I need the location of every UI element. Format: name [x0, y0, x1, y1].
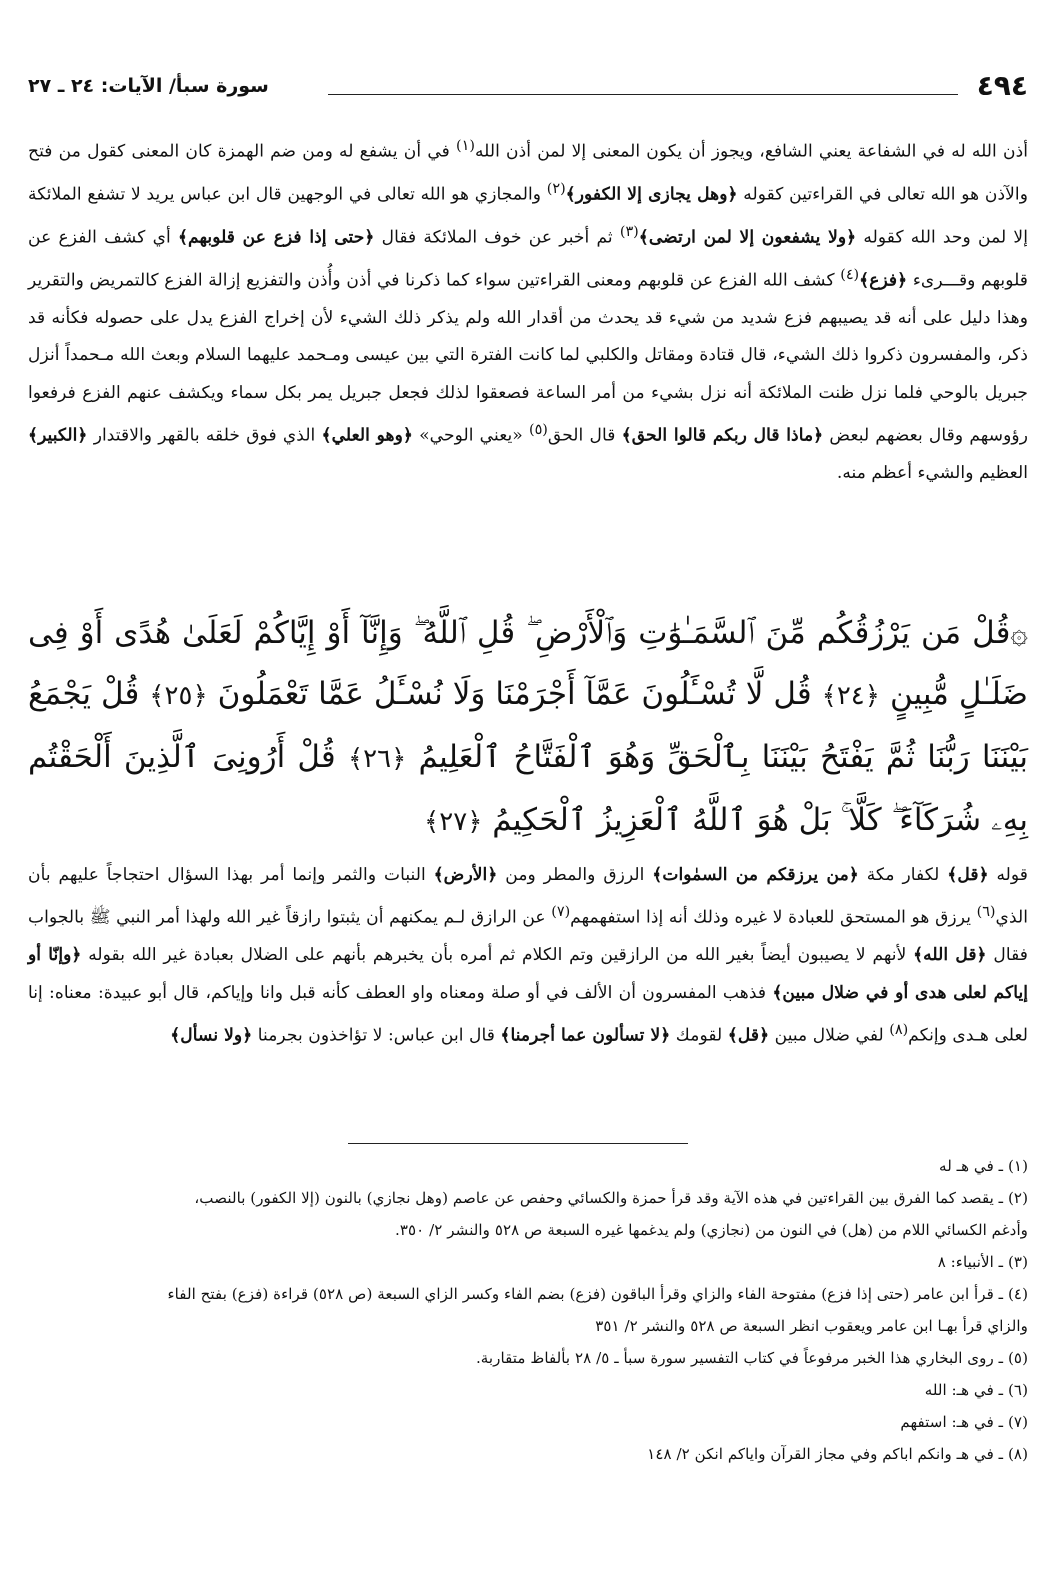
text-run: لكفار مكة [858, 865, 948, 885]
quran-quote: ﴿ماذا قال ربكم قالوا الحق﴾ [621, 425, 824, 446]
footnote-2-cont: وأدغم الكسائي اللام من (هل) في النون من (نجازي) ولم يدغمها غيره السبعة ص ٥٢٨ والنشر ٢/ ٣٥٠. [395, 1221, 1028, 1239]
text-run: فذهب المفسرون أن الألف في أو صلة ومعناه واو العطف كأنه قبل وانا وإياكم، قال أبو عبيدة: معناه: إنا لعلى هـدى وإنكم [28, 982, 1028, 1046]
text-run: لقومك [670, 1025, 728, 1046]
footnote-ref: (٣) [619, 224, 639, 241]
text-run: «يعني الوحي» [412, 425, 529, 446]
footnote-4: (٤) ـ قرأ ابن عامر (حتى إذا فزع) مفتوحة الفاء والزاي وقرأ الباقون (فزع) بضم الفاء وكسر الزاي السبعة (ص ٥٢٨) قراءة (فزع) بفتح الفاء [167, 1285, 1028, 1303]
text-run: يرزق هو المستحق للعبادة لا غيره وذلك أنه إذا استفهمهم [570, 908, 977, 929]
text-run: قال الحق [547, 425, 622, 446]
ayah-number: ﴿٢٦﴾ [347, 744, 407, 774]
footnote-ref: (٧) [551, 904, 571, 921]
quran-quote: ﴿فزع﴾ [859, 270, 908, 291]
footnote-ref: (٤) [840, 267, 860, 284]
quran-quote: ﴿حتى إذا فزع عن قلوبهم﴾ [177, 227, 375, 248]
quran-verses [28, 603, 1028, 853]
footnote-ref: (٦) [976, 904, 996, 921]
text-run: لأنهم لا يصيبون أيضاً بغير الله من الرازقين وتم الكلام ثم أمره بأن يخبرهم بأنهم على الضلال بعبادة غير الله بقوله [81, 945, 914, 966]
footnote-ref: (٥) [528, 422, 548, 439]
verse-27: قُلْ أَرُونِىَ ٱلَّذِينَ أَلْحَقْتُم بِهِۦ شُرَكَآءَ ۖ كَلَّا ۚ بَلْ هُوَ ٱللَّهُ ٱلْعَزِيزُ ٱلْحَكِيمُ [28, 739, 1028, 838]
running-title: سورة سبأ/ الآيات: ٢٤ ـ ٢٧ [28, 75, 269, 97]
footnote-6: (٦) ـ في هـ: الله [924, 1381, 1028, 1399]
text-run: عن الرازق لـم يمكنهم أن يثبتوا رازقاً غير الله ولهذا أمر النبي ﷺ بالجواب فقال [28, 908, 1028, 966]
quran-quote: ﴿وهل يجازى إلا الكفور﴾ [565, 184, 738, 205]
text-run: الذي فوق خلقه بالقهر والاقتدار [87, 425, 322, 446]
running-header [28, 70, 1028, 110]
verse-24: قُلْ مَن يَرْزُقُكُم مِّنَ ٱلسَّمَـٰوَٰتِ وَٱلْأَرْضِ ۖ قُلِ ٱللَّهُ ۖ وَإِنَّآ أَوْ إِيَّاكُمْ لَعَلَىٰ هُدًى أَوْ فِى ضَلَـٰلٍ مُّبِينٍ [28, 615, 1028, 712]
page-number: ٤٩٤ [976, 69, 1028, 102]
ayah-number: ﴿٢٥﴾ [149, 681, 208, 711]
ayah-number: ﴿٢٤﴾ [821, 681, 881, 711]
quran-quote: ﴿من يرزقكم من السمٰوات﴾ [652, 865, 859, 885]
footnote-ref: (٢) [546, 181, 566, 198]
ayah-number: ﴿٢٧﴾ [424, 807, 483, 837]
footnote-8: (٨) ـ في هـ وانكم اباكم وفي مجاز القرآن واياكم انكن ٢/ ١٤٨ [647, 1445, 1028, 1463]
text-run: لفي ضلال مبين [769, 1025, 890, 1046]
text-run: النبات والثمر وإنما أمر بهذا السؤال احتجاجاً عليهم بأن الذي [28, 865, 1028, 929]
quran-quote: ﴿وإنّا أو إياكم لعلى هدى أو في ضلال مبين﴾ [28, 945, 1028, 1003]
hizb-ornament: ۞ [1010, 616, 1028, 651]
footnote-divider [348, 1143, 688, 1144]
footnote-1: (١) ـ في هـ له [939, 1157, 1028, 1175]
quran-quote: ﴿قل الله﴾ [913, 945, 987, 966]
text-run: في أن يشفع له ومن ضم الهمزة كان المعنى كقول من فتح والآذن هو الله تعالى في القراءتين كقوله [28, 141, 1029, 205]
text-run: أي كشف الفزع عن قلوبهم وقـــرىء [28, 227, 1028, 291]
text-run: كشف الله الفزع عن قلوبهم ومعنى القراءتين سواء كما ذكرنا في أذن وأُذن والتفزيع إزالة الفزع كالتمريض والتقرير وهذا دليل على أنه قد يصيبهم فزع شديد من شيء قد يحدث من أقدار الله ولم يذكر ذلك الشيء لأن إخراج الفزع يدل على حصوله فكأنه قد ذكر، والمفسرون ذكروا ذلك الشيء، قال قتادة ومقاتل والكلبي لما كانت الفترة التي بين عيسى ومـحمد عليهما السلام وبعث الله مـحمداً أنزل جبريل بالوحي فلما نزل ظنت الملائكة أنه نزل بشيء من أمر الساعة فصعقوا لذلك فجعل جبريل يمر بكل سماء ويكشف عنهم الفزع فرفعوا رؤوسهم وقال بعضهم لبعض [28, 270, 1029, 446]
text-run: قال ابن عباس: لا تؤاخذون بجرمنا [252, 1025, 501, 1046]
text-run: أذن الله له في الشفاعة يعني الشافع، ويجوز أن يكون المعنى إلا لمن أذن الله [474, 141, 1028, 162]
commentary-top [28, 128, 1028, 492]
quran-quote: ﴿وهو العلي﴾ [321, 425, 413, 446]
quran-quote: ﴿قل﴾ [947, 865, 989, 885]
verse-26: قُلْ يَجْمَعُ بَيْنَنَا رَبُّنَا ثُمَّ يَفْتَحُ بَيْنَنَا بِٱلْحَقِّ وَهُوَ ٱلْفَتَّاحُ ٱلْعَلِيمُ [28, 676, 1029, 775]
footnote-ref: (٨) [889, 1021, 909, 1038]
footnote-7: (٧) ـ في هـ: استفهم [900, 1413, 1028, 1431]
footnotes [28, 1150, 1028, 1470]
quran-quote: ﴿الكبير﴾ [28, 425, 88, 446]
text-run: قوله [988, 865, 1029, 885]
verse-25: قُل لَّا تُسْـَٔلُونَ عَمَّآ أَجْرَمْنَا وَلَا نُسْـَٔلُ عَمَّا تَعْمَلُونَ [217, 676, 812, 712]
quran-quote: ﴿ولا نسأل﴾ [170, 1025, 253, 1046]
footnote-2: (٢) ـ يقصد كما الفرق بين القراءتين في هذه الآية وقد قرأ حمزة والكسائي وحفص عن عاصم (وهل نجازي) بالنون (إلا الكفور) بالنصب، [194, 1189, 1028, 1207]
header-rule [328, 94, 958, 95]
footnote-5: (٥) ـ روى البخاري هذا الخبر مرفوعاً في كتاب التفسير سورة سبأ ـ ٥/ ٢٨ بألفاظ متقاربة. [475, 1349, 1028, 1367]
quran-quote: ﴿ولا يشفعون إلا لمن ارتضى﴾ [638, 227, 857, 248]
quran-quote: ﴿قل﴾ [727, 1025, 770, 1046]
quran-quote: ﴿الأرض﴾ [433, 865, 498, 885]
commentary-bottom [28, 857, 1028, 1055]
footnote-3: (٣) ـ الأنبياء: ٨ [937, 1253, 1028, 1271]
text-run: والمجازي هو الله تعالى في الوجهين قال ابن عباس يريد لا تشفع الملائكة إلا لمن وحد الله كقوله [28, 184, 1028, 248]
footnote-ref: (١) [456, 138, 475, 154]
quran-quote: ﴿لا تسألون عما أجرمنا﴾ [500, 1025, 671, 1046]
text-run: العظيم والشيء أعظم منه. [836, 463, 1028, 484]
text-run: ثم أخبر عن خوف الملائكة فقال [374, 227, 620, 248]
footnote-4-cont: والزاي قرأ بهـا ابن عامر ويعقوب انظر السبعة ص ٥٢٨ والنشر ٢/ ٣٥١ [595, 1317, 1028, 1335]
text-run: الرزق والمطر ومن [497, 865, 653, 885]
